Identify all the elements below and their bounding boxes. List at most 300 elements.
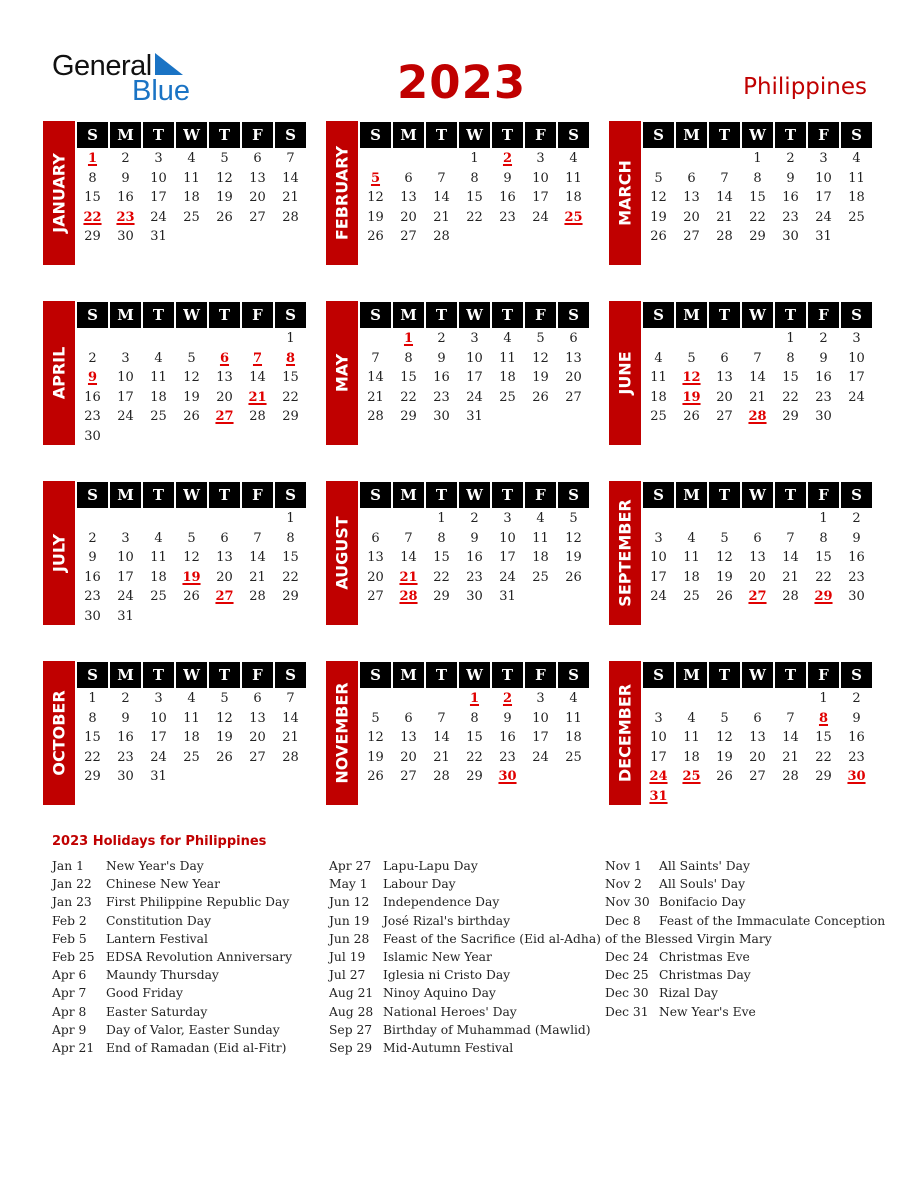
holiday-date: 9 [87, 370, 98, 386]
month-april [43, 301, 328, 451]
calendar-date: 16 [466, 550, 483, 566]
calendar-date: 18 [565, 190, 582, 206]
calendar-date: 31 [117, 609, 134, 624]
calendar-date: 18 [683, 749, 700, 765]
holiday-date: 30 [847, 769, 866, 785]
calendar-date: 12 [532, 350, 549, 366]
calendar-date: 27 [683, 229, 700, 245]
month-name: DECEMBER [615, 683, 635, 783]
weekday-header: W [742, 482, 773, 508]
calendar-date: 18 [183, 190, 200, 206]
calendar-date: 13 [683, 190, 700, 206]
calendar-date: 15 [282, 370, 299, 386]
weekday-header: M [110, 302, 141, 328]
calendar-date: 17 [150, 730, 167, 746]
calendar-date: 15 [815, 550, 832, 566]
calendar-date: 20 [749, 749, 766, 765]
weekday-header: T [426, 122, 457, 148]
calendar-date: 17 [117, 389, 134, 405]
calendar-date: 23 [499, 749, 516, 765]
calendar-date: 20 [400, 749, 417, 765]
calendar-date: 20 [565, 370, 582, 386]
calendar-date: 16 [84, 389, 101, 405]
weekday-header: T [143, 302, 174, 328]
calendar-date: 6 [687, 170, 696, 186]
holiday-date-label: Aug 28 [329, 1004, 374, 1019]
month-may [326, 301, 611, 451]
month-name: MARCH [615, 160, 635, 226]
holiday-date-label: Jan 1 [52, 859, 84, 873]
calendar-date: 17 [117, 569, 134, 585]
calendar-date: 20 [683, 209, 700, 225]
calendar-date: 8 [470, 170, 479, 186]
month-label-bar [326, 481, 358, 625]
weekday-header: M [393, 302, 424, 328]
calendar-date: 24 [150, 209, 167, 225]
calendar-date: 10 [848, 350, 865, 366]
holiday-date-label: Apr 21 [52, 1040, 95, 1055]
calendar-date: 22 [282, 389, 299, 405]
holiday-date-label: Apr 6 [52, 968, 87, 983]
weekday-header: F [242, 122, 273, 148]
holiday-name-continuation: of the Blessed Virgin Mary [605, 931, 772, 946]
month-label-bar [43, 301, 75, 445]
month-label-bar [609, 301, 641, 445]
calendar-date: 3 [121, 530, 130, 546]
calendar-date: 15 [400, 370, 417, 386]
calendar-date: 15 [84, 190, 101, 206]
holiday-date: 19 [682, 389, 701, 405]
weekday-header: W [742, 302, 773, 328]
calendar-date: 21 [782, 749, 799, 765]
weekday-header: M [676, 302, 707, 328]
month-name: APRIL [49, 346, 69, 400]
month-label-bar [609, 661, 641, 805]
calendar-date: 3 [154, 151, 163, 166]
calendar-date: 9 [470, 530, 479, 546]
calendar-date: 19 [716, 569, 733, 585]
calendar-date: 23 [782, 209, 799, 225]
calendar-date: 22 [815, 749, 832, 765]
logo-text-blue: Blue [132, 75, 191, 107]
calendar-date: 13 [749, 730, 766, 746]
calendar-date: 29 [815, 769, 832, 785]
calendar-date: 11 [683, 550, 700, 566]
weekday-header: F [808, 482, 839, 508]
weekday-header: S [841, 662, 872, 688]
holiday-name: National Heroes' Day [383, 1004, 517, 1019]
weekday-header: W [742, 662, 773, 688]
calendar-date: 22 [433, 569, 450, 585]
calendar-date: 11 [532, 530, 549, 546]
holiday-date: 25 [682, 769, 701, 785]
calendar-date: 28 [249, 589, 266, 605]
holiday-name: New Year's Day [106, 859, 204, 873]
calendar-date: 21 [782, 569, 799, 585]
weekday-header: S [360, 302, 391, 328]
month-name: SEPTEMBER [615, 499, 635, 607]
calendar-date: 16 [117, 730, 134, 746]
calendar-date: 15 [749, 190, 766, 206]
calendar-date: 7 [286, 691, 295, 706]
calendar-date: 5 [220, 151, 229, 166]
holiday-date-label: Sep 27 [329, 1022, 373, 1037]
holiday-date-label: Jan 22 [52, 877, 92, 892]
calendar-date: 30 [815, 409, 832, 425]
calendar-date: 2 [88, 530, 97, 546]
holiday-date: 27 [748, 589, 767, 605]
calendar-date: 4 [187, 691, 196, 706]
holidays-title: 2023 Holidays for Philippines [52, 834, 267, 849]
month-label-bar [326, 301, 358, 445]
calendar-date: 31 [150, 769, 167, 785]
calendar-date: 26 [532, 389, 549, 405]
weekday-header: S [558, 122, 589, 148]
calendar-date: 26 [216, 749, 233, 765]
calendar-date: 13 [249, 170, 266, 186]
weekday-header: S [77, 302, 108, 328]
calendar-date: 4 [852, 151, 861, 166]
holiday-name: Lantern Festival [106, 931, 208, 946]
calendar-date: 10 [532, 710, 549, 726]
month-name: NOVEMBER [332, 682, 352, 784]
calendar-date: 17 [848, 370, 865, 386]
calendar-date: 23 [815, 389, 832, 405]
weekday-header: T [426, 662, 457, 688]
calendar-date: 16 [782, 190, 799, 206]
calendar-date: 24 [117, 589, 134, 605]
weekday-header: S [77, 122, 108, 148]
logo-triangle-icon [155, 53, 183, 75]
holiday-date: 28 [748, 409, 767, 425]
calendar-date: 27 [367, 589, 384, 605]
holiday-date-label: Nov 2 [605, 877, 642, 892]
calendar-date: 9 [503, 170, 512, 186]
weekday-header: F [808, 122, 839, 148]
holiday-date: 1 [87, 151, 98, 166]
weekday-header: T [775, 302, 806, 328]
calendar-date: 11 [150, 370, 167, 386]
calendar-date: 4 [569, 691, 578, 706]
calendar-date: 26 [716, 769, 733, 785]
calendar-date: 16 [499, 190, 516, 206]
calendar-date: 5 [687, 350, 696, 366]
holiday-date-label: Dec 30 [605, 986, 649, 1001]
calendar-date: 14 [367, 370, 384, 386]
weekday-header: S [841, 482, 872, 508]
weekday-header: T [775, 482, 806, 508]
calendar-date: 24 [117, 409, 134, 425]
calendar-date: 16 [848, 550, 865, 566]
holiday-name: Labour Day [383, 877, 456, 892]
weekday-header: T [775, 662, 806, 688]
calendar-date: 11 [565, 170, 582, 186]
calendar-date: 14 [716, 190, 733, 206]
holiday-date-label: Jun 28 [329, 931, 370, 946]
holiday-date: 8 [285, 350, 296, 366]
calendar-date: 16 [815, 370, 832, 386]
weekday-header: M [110, 662, 141, 688]
calendar-date: 15 [84, 730, 101, 746]
calendar-date: 26 [716, 589, 733, 605]
weekday-header: S [275, 302, 306, 328]
month-name: AUGUST [332, 516, 352, 590]
calendar-date: 27 [400, 769, 417, 785]
calendar-date: 21 [282, 730, 299, 746]
calendar-date: 30 [117, 769, 134, 785]
holiday-date-label: Jul 27 [329, 968, 366, 983]
weekday-header: T [492, 482, 523, 508]
weekday-header: T [143, 122, 174, 148]
weekday-header: S [643, 662, 674, 688]
calendar-date: 9 [121, 170, 130, 186]
weekday-header: M [393, 482, 424, 508]
calendar-date: 3 [852, 331, 861, 346]
calendar-date: 30 [117, 229, 134, 245]
holiday-name: Easter Saturday [106, 1004, 208, 1019]
calendar-date: 28 [282, 209, 299, 225]
calendar-date: 26 [183, 589, 200, 605]
calendar-date: 14 [400, 550, 417, 566]
calendar-date: 16 [117, 190, 134, 206]
calendar-date: 20 [249, 190, 266, 206]
holiday-date-label: Jul 19 [329, 949, 366, 964]
holiday-name: Islamic New Year [383, 949, 492, 964]
calendar-date: 13 [400, 190, 417, 206]
weekday-header: T [426, 482, 457, 508]
calendar-date: 4 [536, 511, 545, 526]
calendar-date: 8 [437, 530, 446, 546]
calendar-date: 21 [367, 389, 384, 405]
calendar-date: 29 [84, 769, 101, 785]
calendar-date: 27 [249, 209, 266, 225]
calendar-date: 6 [569, 331, 578, 346]
calendar-date: 17 [499, 550, 516, 566]
calendar-date: 30 [433, 409, 450, 425]
calendar-date: 9 [503, 710, 512, 726]
calendar-date: 20 [749, 569, 766, 585]
calendar-date: 21 [249, 569, 266, 585]
month-label-bar [326, 121, 358, 265]
calendar-date: 12 [716, 730, 733, 746]
calendar-date: 30 [84, 429, 101, 444]
calendar-date: 25 [183, 749, 200, 765]
calendar-date: 12 [650, 190, 667, 206]
holiday-date: 27 [215, 409, 234, 425]
weekday-header: S [643, 302, 674, 328]
calendar-date: 13 [749, 550, 766, 566]
calendar-date: 2 [121, 691, 130, 706]
calendar-date: 20 [367, 569, 384, 585]
weekday-header: F [242, 302, 273, 328]
holiday-name: Iglesia ni Cristo Day [383, 968, 511, 983]
holiday-name: All Souls' Day [659, 877, 746, 892]
holiday-name: Chinese New Year [106, 877, 220, 892]
calendar-date: 19 [565, 550, 582, 566]
calendar-date: 25 [848, 209, 865, 225]
calendar-date: 1 [88, 691, 97, 706]
holiday-date-label: Dec 25 [605, 968, 649, 983]
calendar-date: 30 [84, 609, 101, 624]
calendar-date: 21 [433, 209, 450, 225]
calendar-date: 28 [282, 749, 299, 765]
calendar-date: 13 [367, 550, 384, 566]
weekday-header: S [77, 662, 108, 688]
calendar-date: 10 [815, 170, 832, 186]
calendar-date: 11 [183, 710, 200, 726]
calendar-date: 19 [183, 389, 200, 405]
calendar-date: 24 [815, 209, 832, 225]
calendar-date: 11 [683, 730, 700, 746]
weekday-header: W [176, 122, 207, 148]
weekday-header: T [209, 122, 240, 148]
calendar-date: 30 [848, 589, 865, 605]
calendar-date: 23 [84, 589, 101, 605]
calendar-date: 28 [433, 229, 450, 245]
month-june [609, 301, 894, 451]
calendar-date: 10 [499, 530, 516, 546]
holiday-date: 7 [252, 350, 263, 366]
calendar-date: 26 [367, 229, 384, 245]
holiday-date-label: Jun 19 [329, 913, 370, 928]
calendar-date: 8 [404, 350, 413, 366]
holiday-name: Constitution Day [106, 913, 212, 928]
calendar-date: 1 [286, 511, 295, 526]
calendar-date: 3 [121, 350, 130, 366]
calendar-date: 14 [249, 370, 266, 386]
calendar-date: 25 [150, 409, 167, 425]
holiday-date: 5 [370, 170, 381, 186]
weekday-header: W [176, 662, 207, 688]
month-label-bar [326, 661, 358, 805]
calendar-date: 29 [282, 589, 299, 605]
calendar-date: 22 [84, 749, 101, 765]
calendar-date: 8 [286, 530, 295, 546]
calendar-date: 23 [848, 569, 865, 585]
calendar-date: 19 [367, 209, 384, 225]
calendar-date: 5 [536, 331, 545, 346]
holiday-date: 29 [814, 589, 833, 605]
weekday-header: S [360, 122, 391, 148]
month-july [43, 481, 328, 631]
calendar-date: 12 [716, 550, 733, 566]
calendar-date: 20 [400, 209, 417, 225]
holiday-date-label: Nov 1 [605, 859, 642, 873]
calendar-date: 30 [466, 589, 483, 605]
holiday-date-label: Dec 31 [605, 1004, 649, 1019]
calendar-date: 28 [716, 229, 733, 245]
calendar-date: 3 [503, 511, 512, 526]
calendar-date: 2 [819, 331, 828, 346]
calendar-date: 15 [466, 190, 483, 206]
calendar-date: 7 [437, 710, 446, 726]
weekday-header: S [275, 662, 306, 688]
calendar-date: 29 [400, 409, 417, 425]
holiday-date-label: Aug 21 [329, 986, 374, 1001]
calendar-date: 16 [84, 569, 101, 585]
weekday-header: T [209, 302, 240, 328]
calendar-date: 22 [466, 749, 483, 765]
calendar-date: 28 [367, 409, 384, 425]
calendar-date: 14 [249, 550, 266, 566]
month-name: MAY [332, 353, 352, 393]
calendar-date: 9 [786, 170, 795, 186]
calendar-date: 26 [216, 209, 233, 225]
holiday-date: 2 [502, 151, 513, 166]
month-label-bar [43, 121, 75, 265]
calendar-date: 22 [782, 389, 799, 405]
calendar-date: 3 [154, 691, 163, 706]
holiday-date-label: Apr 8 [52, 1004, 87, 1019]
calendar-date: 6 [753, 530, 762, 546]
calendar-date: 7 [720, 170, 729, 186]
weekday-header: S [360, 662, 391, 688]
calendar-date: 28 [782, 589, 799, 605]
calendar-date: 6 [253, 691, 262, 706]
calendar-date: 5 [720, 530, 729, 546]
month-february [326, 121, 611, 271]
calendar-date: 5 [654, 170, 663, 186]
calendar-date: 8 [753, 170, 762, 186]
holiday-name: Ninoy Aquino Day [383, 986, 496, 1001]
calendar-date: 6 [720, 350, 729, 366]
calendar-date: 7 [786, 710, 795, 726]
weekday-header: S [841, 302, 872, 328]
calendar-date: 11 [848, 170, 865, 186]
calendar-date: 5 [720, 710, 729, 726]
holiday-date-label: Nov 30 [605, 895, 650, 910]
weekday-header: T [426, 302, 457, 328]
calendar-date: 29 [84, 229, 101, 245]
calendar-date: 13 [216, 370, 233, 386]
holiday-name: All Saints' Day [659, 859, 750, 873]
calendar-date: 31 [499, 589, 516, 605]
calendar-date: 12 [183, 370, 200, 386]
holiday-date-label: Jun 12 [329, 895, 370, 910]
weekday-header: M [110, 482, 141, 508]
month-label-bar [43, 481, 75, 625]
month-name: FEBRUARY [332, 145, 352, 241]
calendar-date: 2 [852, 511, 861, 526]
calendar-date: 28 [782, 769, 799, 785]
calendar-date: 2 [437, 331, 446, 346]
calendar-date: 4 [503, 331, 512, 346]
calendar-date: 18 [183, 730, 200, 746]
calendar-date: 26 [183, 409, 200, 425]
calendar-date: 26 [565, 569, 582, 585]
holiday-date-label: Apr 9 [52, 1022, 87, 1037]
calendar-date: 8 [88, 170, 97, 186]
calendar-date: 22 [749, 209, 766, 225]
calendar-date: 12 [367, 730, 384, 746]
calendar-date: 27 [400, 229, 417, 245]
calendar-date: 1 [819, 511, 828, 526]
calendar-date: 2 [852, 691, 861, 706]
calendar-date: 13 [716, 370, 733, 386]
calendar-date: 3 [536, 151, 545, 166]
weekday-header: M [676, 662, 707, 688]
weekday-header: S [558, 662, 589, 688]
holiday-date-label: Apr 7 [52, 986, 87, 1001]
calendar-date: 1 [819, 691, 828, 706]
holiday-date: 27 [215, 589, 234, 605]
logo-text-general: General [52, 50, 152, 82]
calendar-date: 17 [650, 569, 667, 585]
weekday-header: S [275, 482, 306, 508]
calendar-date: 7 [286, 151, 295, 166]
calendar-date: 4 [154, 350, 163, 366]
weekday-header: T [143, 482, 174, 508]
